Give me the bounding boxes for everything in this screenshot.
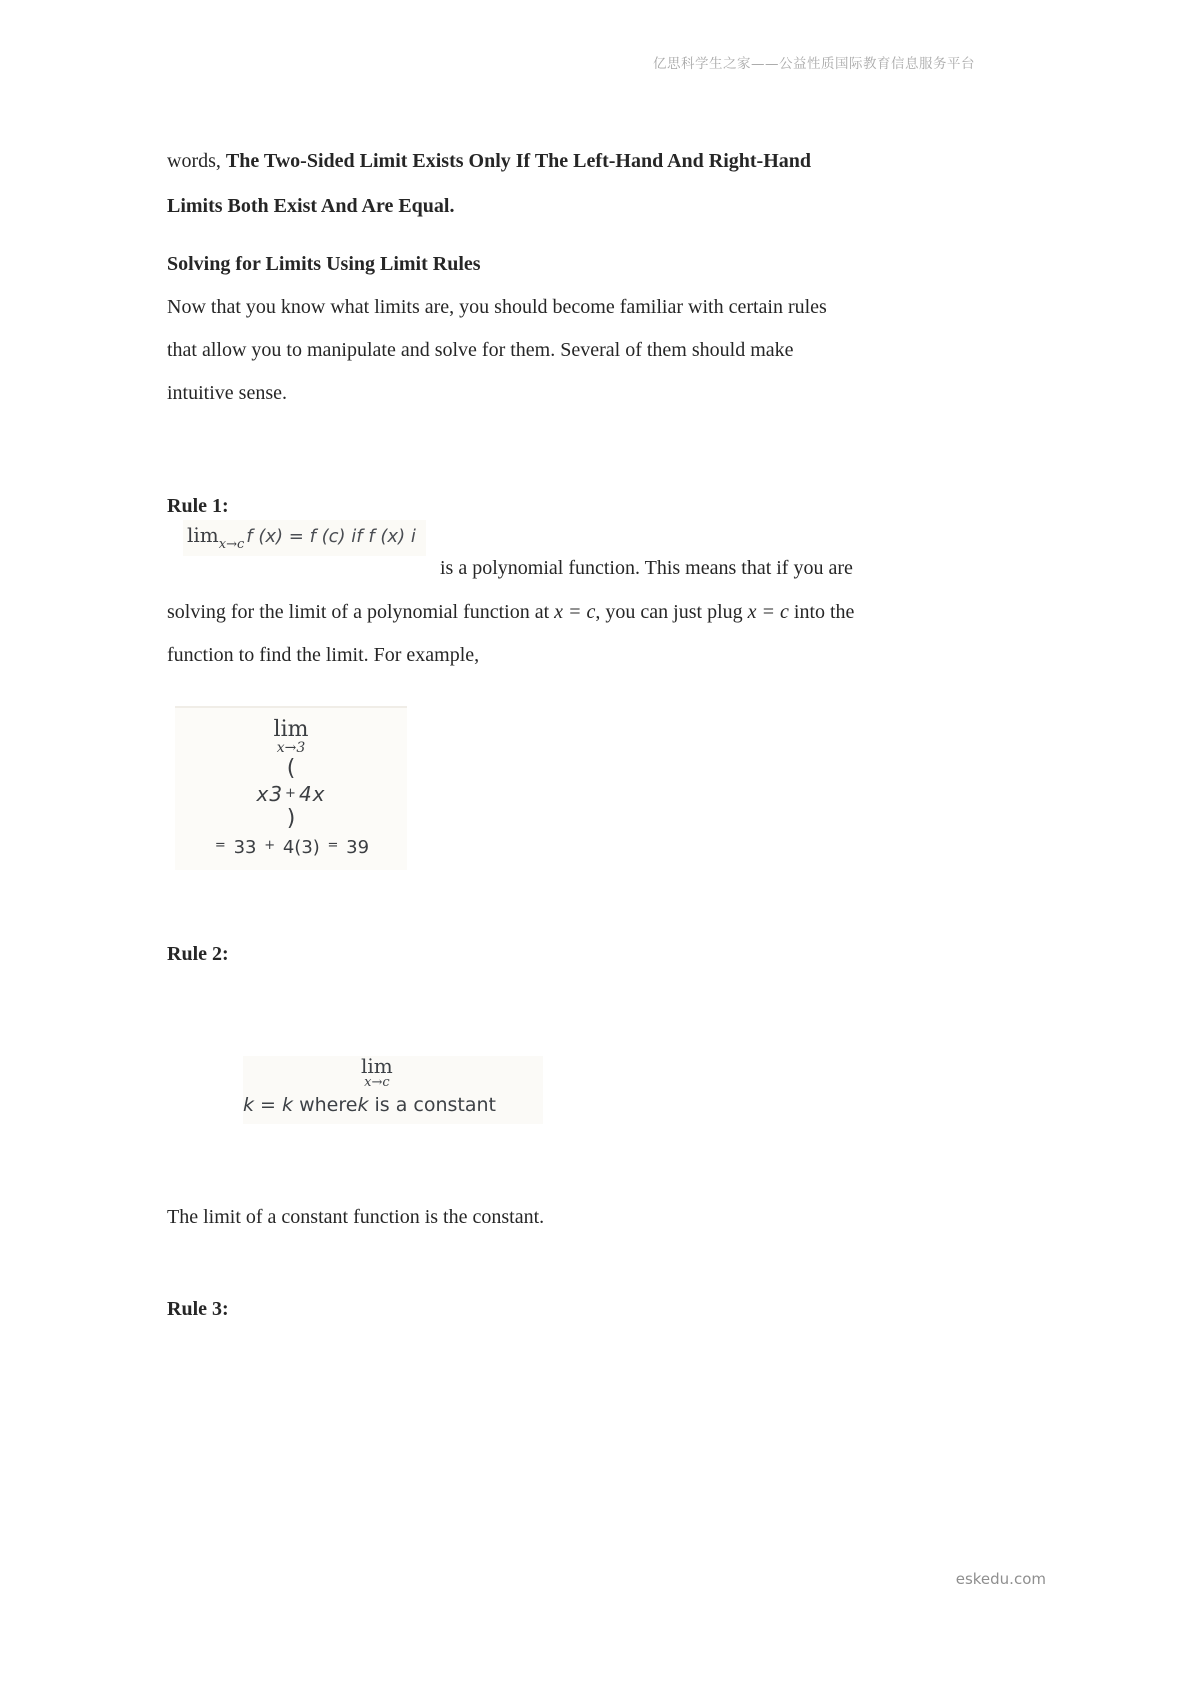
formula-body: f (x) = f (c) if f (x) i [246,526,416,547]
rule2-label: Rule 2: [167,943,229,965]
rule1-text-part: solving for the limit of a polynomial function at [167,601,555,623]
limit-subscript: x→c [218,537,245,552]
plus-operator: + [285,785,297,801]
math-variable: k [282,1094,294,1116]
rule1-text-line-1: is a polynomial function. This means that if you are [440,557,853,579]
intro-lead-text: words, [167,150,226,172]
limit-operator: lim [273,717,309,742]
equals-operator: = [327,838,339,854]
rule2-formula [243,1056,543,1124]
constant-text: is a constant [368,1094,496,1116]
rule1-example-formula [175,706,407,870]
intro-line-2: Limits Both Exist And Are Equal. [167,195,455,217]
expression-term: x3 [256,781,284,806]
section-paragraph-line-1: Now that you know what limits are, you should become familiar with certain rules [167,296,827,318]
rule1-text-line-3: function to find the limit. For example, [167,644,480,666]
section-paragraph-line-2: that allow you to manipulate and solve for them. Several of them should make [167,339,794,361]
rule1-text-part: into the [788,601,855,623]
equals-operator: = [254,1094,283,1116]
rule1-text-part: , you can just plug [595,601,748,623]
intro-line-1 [167,150,811,173]
limit-operator: lim [361,1054,393,1078]
intro-bold-text-1: The Two-Sided Limit Exists Only If The Left-Hand And Right-Hand [225,150,812,172]
result-term: 39 [346,837,370,859]
close-paren: ) [286,805,296,831]
limit-subscript: x→3 [276,740,306,757]
open-paren: ( [286,756,296,782]
page-header-platform-text: 亿思科学生之家——公益性质国际教育信息服务平台 [653,56,975,72]
math-variable: k [357,1094,369,1116]
section-heading: Solving for Limits Using Limit Rules [167,253,481,275]
limit-operator: lim [187,523,219,547]
rule1-label: Rule 1: [167,495,229,517]
math-variable: k [243,1094,255,1116]
polynomial-expression [256,782,325,806]
page-footer-site-text: eskedu.com [955,1570,1046,1588]
limit-subscript: x→c [364,1075,390,1090]
limit-stack [361,1056,393,1089]
section-paragraph-line-3: intuitive sense. [167,382,287,404]
rule2-description: The limit of a constant function is the constant. [167,1206,545,1228]
expression-term: 4x [298,781,326,806]
constant-rule-equation [243,1094,496,1116]
plus-operator: + [264,838,276,854]
example-result-line [213,837,369,858]
math-variable: x = c [747,601,789,623]
math-variable: x = c [554,601,596,623]
equals-operator: = [214,838,226,854]
result-term: 33 [233,837,257,859]
rule1-text-line-2 [167,601,854,624]
where-text: where [293,1094,358,1116]
rule1-inline-formula [183,520,426,556]
rule3-label: Rule 3: [167,1298,229,1320]
result-term: 4(3) [282,837,320,859]
